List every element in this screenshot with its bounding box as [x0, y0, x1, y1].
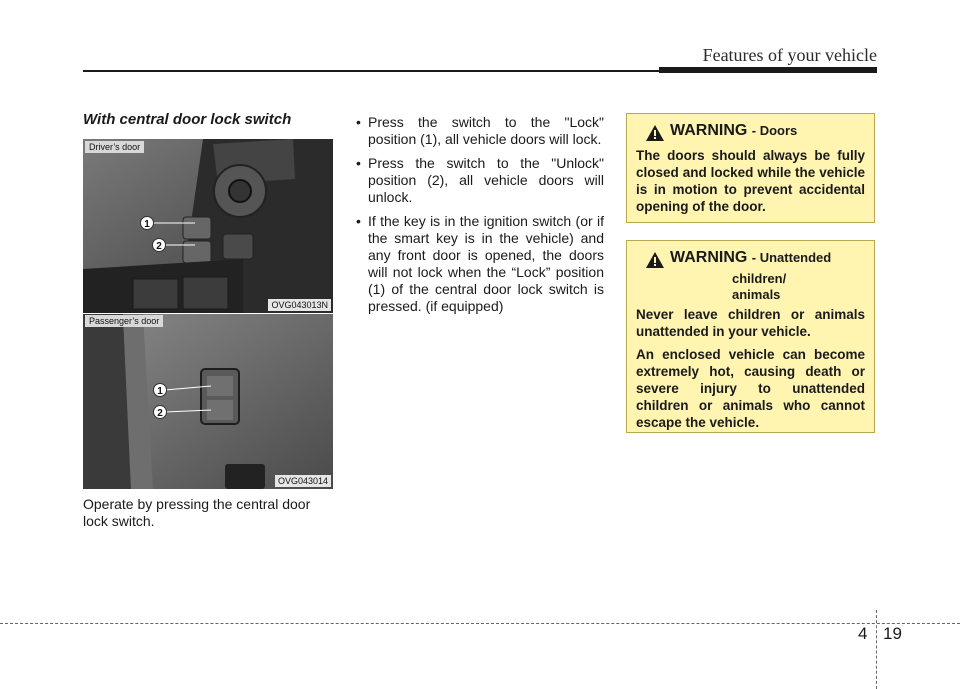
passenger-door-photo: [83, 314, 333, 489]
driver-door-figure: [83, 139, 333, 313]
warning-triangle-icon: [646, 252, 664, 268]
page-number: 19: [883, 624, 902, 643]
passenger-door-label: Passenger’s door: [85, 315, 163, 327]
chapter-number: 4: [858, 624, 868, 643]
callout-1: 1: [144, 219, 150, 230]
driver-figure-code: OVG043013N: [268, 299, 331, 311]
warning-body: [636, 306, 865, 431]
driver-door-photo: [83, 139, 333, 313]
section-heading: With central door lock switch: [83, 111, 292, 128]
warning-triangle-icon: [646, 125, 664, 141]
warning-header: [636, 249, 865, 271]
list-item: • Press the switch to the "Unlock" position (2), all vehicle doors will unlock.: [352, 155, 604, 206]
callout-1: 1: [157, 386, 163, 397]
operate-instruction: Operate by pressing the central door lock switch.: [83, 496, 311, 529]
warning-subtitle-line: children/: [732, 271, 787, 286]
warning-body: [636, 147, 865, 215]
list-item: • If the key is in the ignition switch (or if the smart key is in the vehicle) and any front door is opened, the doors will not lock when the “Lock” position (1) of the central door lock switch is pressed. (if equipped): [352, 213, 604, 315]
passenger-figure-code: OVG043014: [275, 475, 331, 487]
warning-box-unattended: [626, 240, 875, 433]
warning-title: WARNING: [670, 249, 748, 266]
callout-2: 2: [157, 408, 163, 419]
warning-subtitle: - Doors: [751, 123, 798, 138]
warning-subtitle-line: animals: [732, 287, 781, 302]
warning-box-doors: [626, 113, 875, 223]
instruction-list: [352, 114, 604, 322]
warning-text: An enclosed vehicle can become extremely hot, causing death or severe injury to unattended children or animals who cannot escape the vehicle.: [636, 347, 865, 430]
footer-rule: [0, 623, 960, 624]
list-item: • Press the switch to the "Lock" position (1), all vehicle doors will lock.: [352, 114, 604, 148]
page-number-separator: [876, 610, 877, 689]
driver-door-label: Driver’s door: [85, 141, 144, 153]
warning-text: Never leave children or animals unattended in your vehicle.: [636, 307, 865, 339]
passenger-door-figure: [83, 314, 333, 489]
warning-text: The doors should always be fully closed and locked while the vehicle is in motion to prevent accidental opening of the door.: [636, 148, 865, 214]
header-rule: [83, 70, 877, 72]
callout-2: 2: [156, 241, 162, 252]
warning-subtitle: - Unattended: [751, 250, 832, 265]
page-header-title: Features of your vehicle: [702, 45, 877, 65]
warning-header: [636, 122, 865, 144]
warning-title: WARNING: [670, 122, 748, 139]
